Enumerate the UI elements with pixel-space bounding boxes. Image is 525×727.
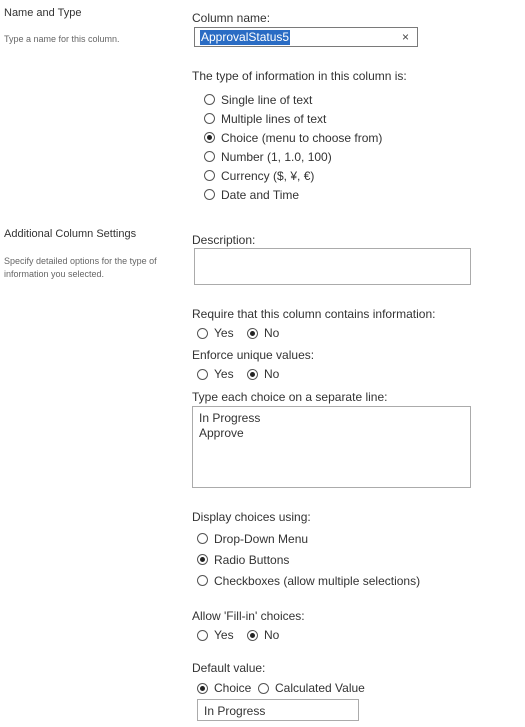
radio-icon[interactable] bbox=[204, 94, 215, 105]
default-value-label: Default value: bbox=[192, 661, 266, 675]
type-label: The type of information in this column is: bbox=[192, 69, 407, 83]
display-option-radio-buttons[interactable]: Radio Buttons bbox=[197, 549, 420, 570]
unique-no-option[interactable]: No bbox=[247, 367, 279, 381]
column-name-input[interactable] bbox=[194, 27, 418, 47]
radio-icon[interactable] bbox=[204, 113, 215, 124]
clear-icon[interactable]: × bbox=[402, 30, 410, 44]
require-no-option[interactable]: No bbox=[247, 326, 279, 340]
radio-icon[interactable] bbox=[197, 369, 208, 380]
description-textarea[interactable] bbox=[194, 248, 471, 285]
fillin-label: Allow 'Fill-in' choices: bbox=[192, 609, 305, 623]
radio-icon[interactable] bbox=[197, 533, 208, 544]
name-and-type-description: Type a name for this column. bbox=[4, 34, 120, 44]
type-option-currency[interactable]: Currency ($, ¥, €) bbox=[204, 166, 382, 185]
unique-yes-option[interactable]: Yes bbox=[197, 367, 234, 381]
choice-line: Approve bbox=[199, 426, 244, 440]
type-option-single-line[interactable]: Single line of text bbox=[204, 90, 382, 109]
default-calculated-option[interactable]: Calculated Value bbox=[258, 681, 365, 695]
default-choice-option[interactable]: Choice bbox=[197, 681, 251, 695]
type-option-multiple-lines[interactable]: Multiple lines of text bbox=[204, 109, 382, 128]
type-option-choice[interactable]: Choice (menu to choose from) bbox=[204, 128, 382, 147]
radio-selected-icon[interactable] bbox=[204, 132, 215, 143]
description-label: Description: bbox=[192, 233, 256, 247]
radio-selected-icon[interactable] bbox=[197, 683, 208, 694]
type-option-date-time[interactable]: Date and Time bbox=[204, 185, 382, 204]
radio-selected-icon[interactable] bbox=[247, 630, 258, 641]
radio-icon[interactable] bbox=[204, 189, 215, 200]
choices-textarea[interactable] bbox=[192, 406, 471, 488]
radio-selected-icon[interactable] bbox=[197, 554, 208, 565]
radio-icon[interactable] bbox=[258, 683, 269, 694]
type-option-number[interactable]: Number (1, 1.0, 100) bbox=[204, 147, 382, 166]
display-option-checkboxes[interactable]: Checkboxes (allow multiple selections) bbox=[197, 570, 420, 591]
column-name-label: Column name: bbox=[192, 11, 271, 25]
fillin-yes-option[interactable]: Yes bbox=[197, 628, 234, 642]
radio-icon[interactable] bbox=[197, 630, 208, 641]
display-label: Display choices using: bbox=[192, 510, 311, 524]
fillin-no-option[interactable]: No bbox=[247, 628, 279, 642]
choices-label: Type each choice on a separate line: bbox=[192, 390, 388, 404]
display-radio-group bbox=[197, 528, 420, 591]
radio-icon[interactable] bbox=[197, 328, 208, 339]
default-value-input[interactable] bbox=[197, 699, 359, 721]
name-and-type-title: Name and Type bbox=[4, 7, 82, 19]
additional-settings-description: Specify detailed options for the type of information you selected. bbox=[4, 256, 157, 279]
column-name-value: ApprovalStatus5 bbox=[201, 30, 290, 44]
radio-icon[interactable] bbox=[204, 151, 215, 162]
default-value-text: In Progress bbox=[204, 704, 266, 718]
choice-line: In Progress bbox=[199, 411, 261, 425]
column-type-radio-group bbox=[204, 90, 382, 204]
radio-selected-icon[interactable] bbox=[247, 328, 258, 339]
additional-settings-title: Additional Column Settings bbox=[4, 228, 137, 240]
unique-label: Enforce unique values: bbox=[192, 348, 315, 362]
radio-icon[interactable] bbox=[197, 575, 208, 586]
require-label: Require that this column contains information: bbox=[192, 307, 436, 321]
radio-selected-icon[interactable] bbox=[247, 369, 258, 380]
display-option-dropdown[interactable]: Drop-Down Menu bbox=[197, 528, 420, 549]
radio-icon[interactable] bbox=[204, 170, 215, 181]
require-yes-option[interactable]: Yes bbox=[197, 326, 234, 340]
